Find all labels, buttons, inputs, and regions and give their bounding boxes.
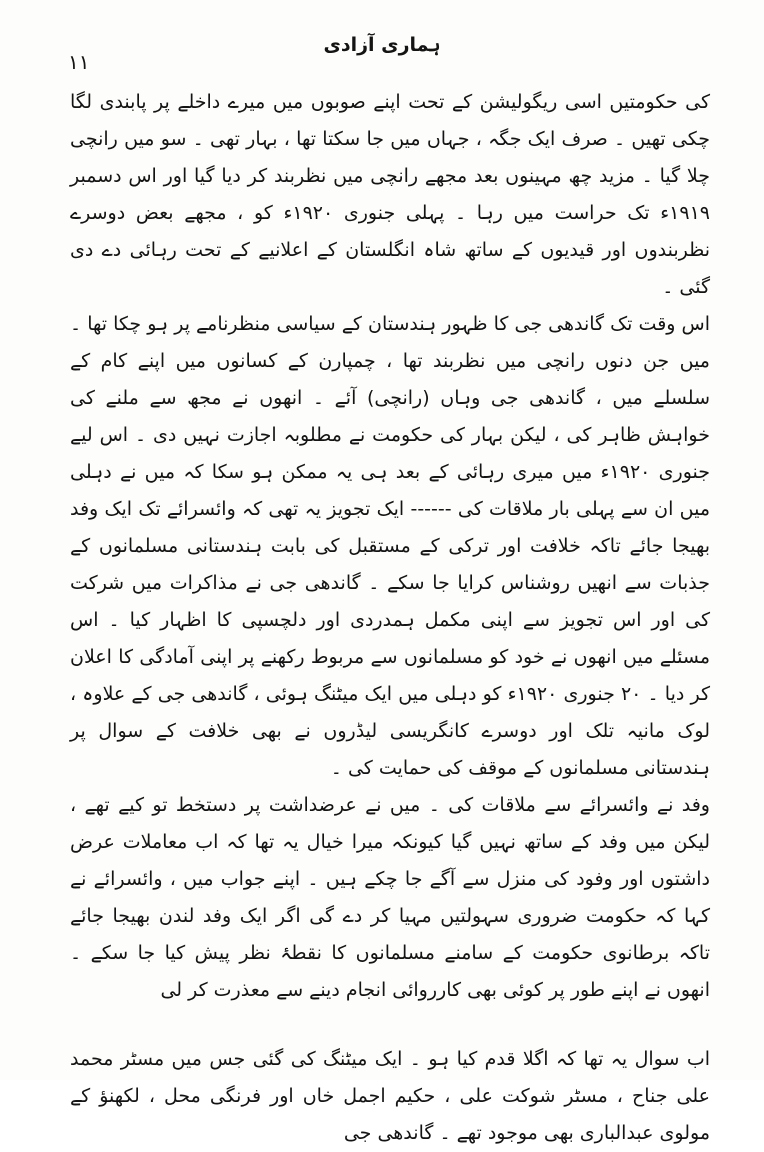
paragraph-3: وفد نے وائسرائے سے ملاقات کی ۔ میں نے عرضداشت پر دستخط تو کیے تھے ، لیکن میں وفد کے ساتھ نہیں گیا کیونکہ میرا خیال یہ تھا کہ اب معاملات عرض داشتوں اور وفود کی منزل سے آگے جا چکے ہیں ۔ اپنے جواب میں ، وائسرائے نے کہا کہ حکومت ضروری سہولتیں مہیا کر دے گی اگر ایک وفد لندن بھیجا جائے تاکہ برطانوی حکومت کے سامنے مسلمانوں کا نقطۂ نظر پیش کیا جا سکے ۔ انھوں نے اپنے طور پر کوئی بھی کارروائی انجام دینے سے معذرت کر لی	[70, 794, 710, 1001]
paragraph-4: اب سوال یہ تھا کہ اگلا قدم کیا ہو ۔ ایک میٹنگ کی گئی جس میں مسٹر محمد علی جناح ، مسٹر شوکت علی ، حکیم اجمل خاں اور فرنگی محل ، لکھنؤ کے مولوی عبدالباری بھی موجود تھے ۔ گاندھی جی	[70, 1048, 710, 1144]
paragraph-1: کی حکومتیں اسی ریگولیشن کے تحت اپنے صوبوں میں میرے داخلے پر پابندی لگا چکی تھیں ۔ صرف ایک جگہ ، جہاں میں جا سکتا تھا ، بہار تھی ۔ سو میں رانچی چلا گیا ۔ مزید چھ مہینوں بعد مجھے رانچی میں نظربند کر دیا گیا اور اس دسمبر ۱۹۱۹ء تک حراست میں رہا ۔ پہلی جنوری ۱۹۲۰ء کو ، مجھے بعض دوسرے نظربندوں اور قیدیوں کے ساتھ شاہ انگلستان کے اعلانیے کے تحت رہائی دے دی گئی ۔	[70, 91, 710, 298]
body-text	[70, 84, 710, 1152]
page-number: ۱۱	[68, 50, 90, 74]
paragraph-2: اس وقت تک گاندھی جی کا ظہور ہندستان کے سیاسی منظرنامے پر ہو چکا تھا ۔ میں جن دنوں رانچی میں نظربند تھا ، چمپارن کے کسانوں میں اپنے کام کے سلسلے میں ، گاندھی جی وہاں (رانچی) آئے ۔ انھوں نے مجھ سے ملنے کی خواہش ظاہر کی ، لیکن بہار کی حکومت نے مطلوبہ اجازت نہیں دی ۔ اس لیے جنوری ۱۹۲۰ء میں میری رہائی کے بعد ہی یہ ممکن ہو سکا کہ میں نے دہلی میں ان سے پہلی بار ملاقات کی ------ ایک تجویز یہ تھی کہ وائسرائے تک ایک وفد بھیجا جائے تاکہ خلافت اور ترکی کے مستقبل کی بابت ہندستانی مسلمانوں کے جذبات سے انھیں روشناس کرایا جا سکے ۔ گاندھی جی نے مذاکرات میں شرکت کی اور اس تجویز سے اپنی مکمل ہمدردی اور دلچسپی کا اظہار کیا ۔ اس مسئلے میں انھوں نے خود کو مسلمانوں سے مربوط رکھنے پر اپنی آمادگی کا اعلان کر دیا ۔ ۲۰ جنوری ۱۹۲۰ء کو دہلی میں ایک میٹنگ ہوئی ، گاندھی جی کے علاوہ ، لوک مانیہ تلک اور دوسرے کانگریسی لیڈروں نے بھی خلافت کے سوال پر ہندستانی مسلمانوں کے موقف کی حمایت کی ۔	[70, 313, 710, 779]
running-head: ہماری آزادی	[323, 34, 441, 56]
